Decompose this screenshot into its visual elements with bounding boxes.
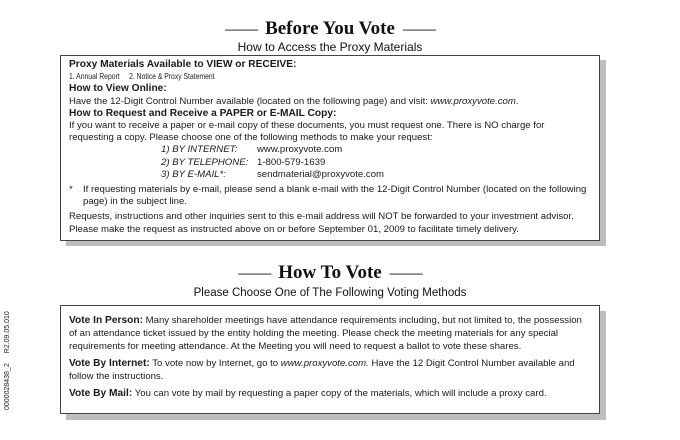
vote-by-internet-label: Vote By Internet: (69, 358, 150, 369)
title-rule-left: —— (238, 263, 271, 282)
request-heading: How to Request and Receive a PAPER or E-MAIL Copy: (69, 107, 337, 119)
vote-in-person-label: Vote In Person: (69, 315, 143, 326)
note-text: If requesting materials by e-mail, please send a blank e-mail with the 12-Digit Control Number (located on the following page) in the subject line. (83, 184, 587, 208)
method-label-telephone: 2) BY TELEPHONE: (161, 156, 249, 168)
side-codes (4, 301, 11, 410)
before-title-text: Before You Vote (265, 18, 395, 39)
side-code-2: R2.09.05.010 (4, 311, 11, 354)
method-row (161, 169, 591, 181)
title-rule-right: —— (389, 263, 422, 282)
before-you-vote-subtitle: How to Access the Proxy Materials (237, 40, 423, 54)
voting-methods-box (60, 305, 600, 414)
side-code-1: 0000028438_2 (4, 363, 11, 410)
how-to-vote-title (0, 262, 660, 284)
method-value-email[interactable]: sendmaterial@proxyvote.com (257, 168, 385, 180)
vote-in-person-text: Many shareholder meetings have attendance requirements including, but not limited to, the possession of an attendance ticket issued by the entity holding the meeting. Please check the meeting materials for any special requirements for meeting attendance. At the Meeting you will need to request a ballot to vote these shares. (69, 315, 582, 352)
how-to-vote-subtitle: Please Choose One of The Following Voting Methods (193, 287, 467, 299)
request-text: If you want to receive a paper or e-mail copy of these documents, you must request one. There is NO charge for requesting a copy. Please choose one of the following methods to make your request: (69, 120, 545, 144)
method-row (161, 144, 591, 156)
vote-by-mail (69, 387, 591, 400)
vote-by-mail-text: You can vote by mail by requesting a paper copy of the materials, which will include a proxy card. (132, 388, 547, 399)
proxy-materials-box (60, 55, 600, 241)
online-text: Have the 12-Digit Control Number available (located on the following page) and visit: www.proxyvote.com. (69, 95, 519, 107)
before-you-vote-title (0, 18, 660, 40)
materials-list: 1. Annual Report 2. Notice & Proxy Statement (69, 72, 215, 82)
title-rule-right: —— (402, 19, 435, 38)
method-row (161, 157, 591, 169)
vote-by-internet-text-b: Have the 12 Digit Control Number available and follow the instructions. (69, 358, 575, 382)
online-text-body: Have the 12-Digit Control Number available (located on the following page) and visit: (69, 95, 431, 107)
online-heading: How to View Online: (69, 83, 167, 95)
method-value-telephone[interactable]: 1-800-579-1639 (257, 156, 326, 168)
materials-heading: Proxy Materials Available to VIEW or RECEIVE: (69, 59, 297, 70)
note-asterisk: * (69, 184, 73, 196)
howto-title-text: How To Vote (278, 262, 382, 283)
vote-by-internet (69, 357, 591, 383)
proxyvote-link[interactable]: www.proxyvote.com (430, 95, 516, 107)
vote-in-person (69, 314, 591, 353)
method-label-internet: 1) BY INTERNET: (161, 144, 238, 156)
method-value-internet[interactable]: www.proxyvote.com (257, 144, 343, 156)
vote-by-mail-label: Vote By Mail: (69, 388, 133, 399)
vote-by-internet-text-a: To vote now by Internet, go to (149, 358, 281, 369)
email-note (69, 184, 591, 208)
vote-internet-link[interactable]: www.proxyvote.com. (280, 358, 369, 369)
title-rule-left: —— (225, 19, 258, 38)
method-label-email: 3) BY E-MAIL*: (161, 168, 226, 180)
request-methods (161, 144, 591, 181)
footer-text: Requests, instructions and other inquiries sent to this e-mail address will NOT be forwarded to your investment advisor. Please make the request as instructed above on or before September 01, 2009 to facilitate timely delivery. (69, 211, 574, 235)
